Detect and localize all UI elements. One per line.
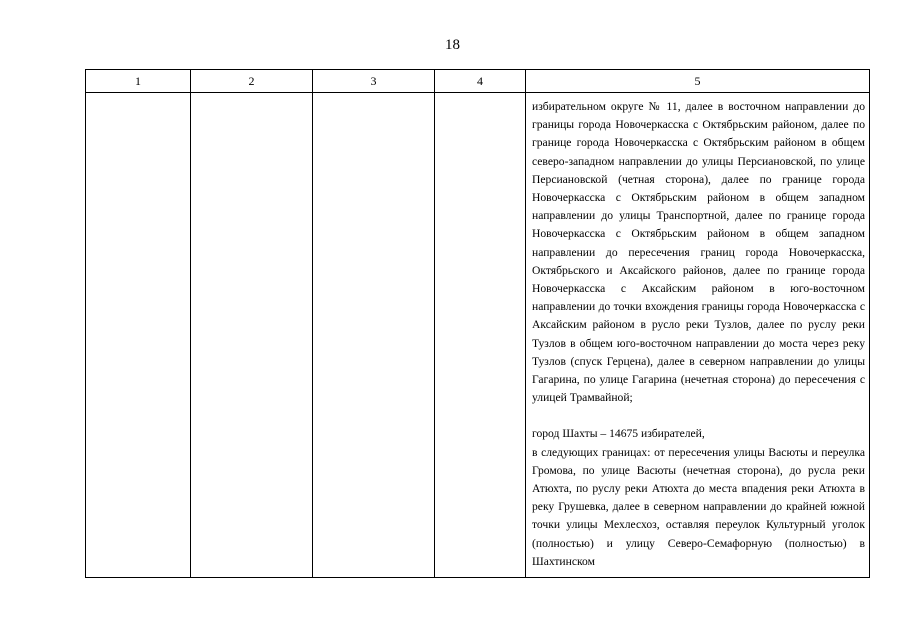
column-header-2: 2	[191, 70, 313, 93]
cell-col-4	[435, 93, 526, 578]
column-header-4: 4	[435, 70, 526, 93]
boundary-paragraph-2: в следующих границах: от пересечения улицы Васюты и переулка Громова, по улице Васюты (нечетная сторона), до русла реки Атюхта, по руслу реки Атюхта до места впадения реки Атюхта в реку Грушевка, далее в северном направлении до крайней южной точки улицы Мехлесхоз, оставляя переулок Культурный уголок (полностью) и улицу Северо-Семафорную (полностью) в Шахтинском	[532, 445, 865, 568]
column-header-5: 5	[526, 70, 870, 93]
column-header-1: 1	[86, 70, 191, 93]
district-boundary-table	[85, 69, 870, 578]
cell-col-3	[313, 93, 435, 578]
district-heading-shakhty: город Шахты – 14675 избирателей,	[532, 427, 705, 441]
table-row	[86, 93, 870, 578]
cell-col-5-boundary-text	[526, 93, 870, 578]
page-number: 18	[445, 37, 460, 53]
boundary-paragraph-1: избирательном округе № 11, далее в восточном направлении до границы города Новочеркасска с Октябрьским районом, далее по границе города Новочеркасска с Октябрьским районом в общем северо-западном направлении до улицы Персиановской, по улице Персиановской (четная сторона), далее по границе города Новочеркасска с Октябрьским районом в общем западном направлении до улицы Транспортной, далее по границе города Новочеркасска с Октябрьским районом в общем западном направлении до пересечения границ города Новочеркасска, Октябрьского и Аксайского районов, далее по границе города Новочеркасска с Аксайским районом в юго-восточном направлении до точки вхождения границы города Новочеркасска с Аксайским районом в русло реки Тузлов, далее по руслу реки Тузлов в общем юго-восточном направлении до моста через реку Тузлов (спуск Герцена), далее в северном направлении до улицы Гагарина, по улице Гагарина (нечетная сторона) до пересечения с улицей Трамвайной;	[532, 100, 865, 405]
cell-col-1	[86, 93, 191, 578]
table-header-row	[86, 70, 870, 93]
column-header-3: 3	[313, 70, 435, 93]
cell-col-2	[191, 93, 313, 578]
